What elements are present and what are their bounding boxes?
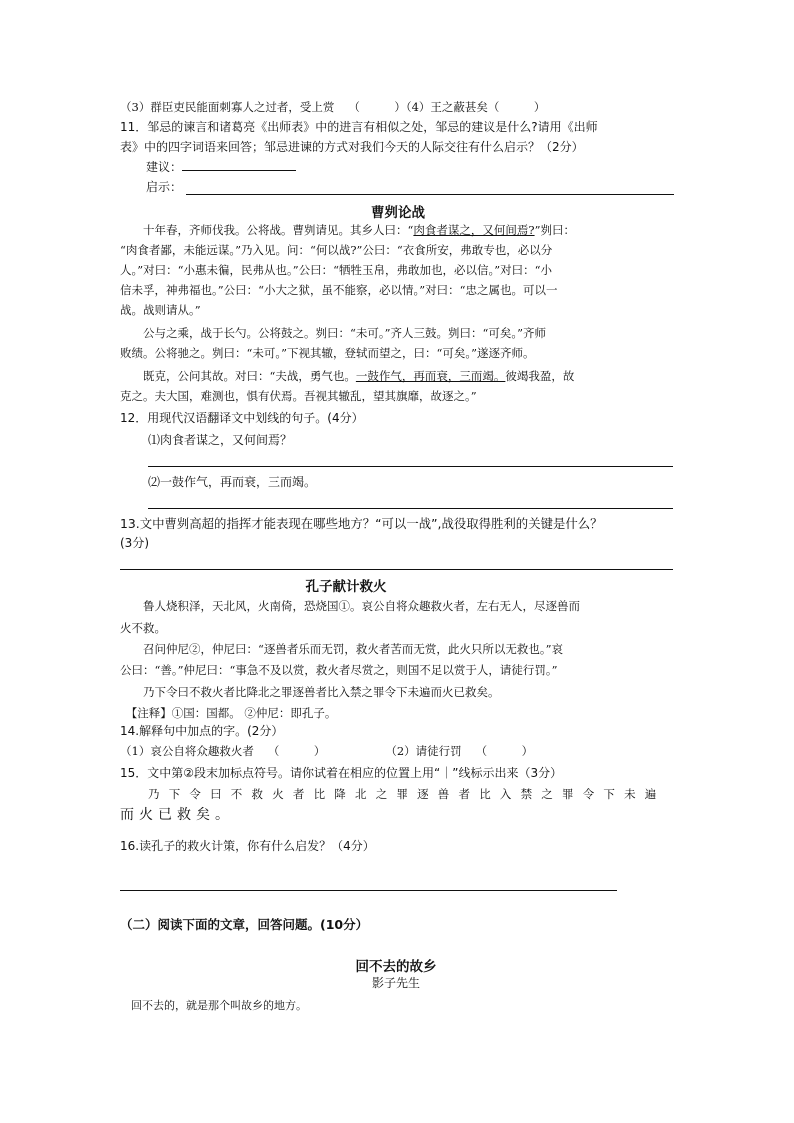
q14-item-2: （2）请徒行罚: [385, 744, 462, 758]
q15-stem: 15．文中第②段末加标点符号。请你试着在相应的位置上用“｜”线标示出来（3分）: [120, 766, 563, 780]
kongzi-note: 【注释】①国：国都。 ②仲尼：即孔子。: [120, 706, 337, 720]
text-span: 十年春，齐师伐我。公将战。曹刿请见。其乡人曰：“: [120, 223, 414, 237]
q12-answer-line-1[interactable]: [148, 466, 673, 467]
cao-gui-p3-line: 克之。夫大国，难测也，惧有伏焉。吾视其辙乱，望其旗靡，故逐之。”: [120, 389, 477, 403]
cao-gui-p1-line: 人。”对曰：“小惠未徧，民弗从也。”公曰：“牺牲玉帛，弗敢加也，必以信。”对曰：“小: [120, 263, 553, 277]
q16-answer-line[interactable]: [120, 890, 617, 891]
suggestion-label: 建议：: [146, 160, 183, 174]
text-span: 彼竭我盈，故: [505, 369, 575, 383]
q10-line-a: （3）群臣吏民能面刺寡人之过者，受上赏: [120, 100, 335, 114]
q15-text-line-2[interactable]: 而火已救矣。: [120, 807, 234, 823]
cao-gui-p2-line: 败绩。公将驰之。刿曰：“未可。”下视其辙，登轼而望之，曰：“可矣。”遂逐齐师。: [120, 346, 535, 360]
kongzi-p2-line: 召问仲尼②，仲尼曰：“逐兽者乐而无罚，救火者苦而无赏，此火只所以无救也。”哀: [120, 642, 564, 656]
cao-gui-p1-line: [120, 221, 676, 240]
q11-line-2: 表》中的四字词语来回答；邹忌进谏的方式对我们今天的人际交往有什么启示？（2分）: [120, 140, 584, 154]
q10-line-b: （ ）（4）王之蔽甚矣（ ）: [348, 100, 546, 114]
q14-items: [120, 742, 676, 761]
underlined-sentence-2: 一鼓作气，再而衰，三而竭。: [355, 369, 506, 383]
article-author: 影子先生: [371, 976, 420, 990]
q13-line-1: 13.文中曹刿高超的指挥才能表现在哪些地方？“可以一战”,战役取得胜利的关键是什么？: [120, 516, 603, 531]
q12-answer-line-2[interactable]: [148, 508, 673, 509]
q15-text-line-1[interactable]: 乃下令曰不救火者比降北之罪逐兽者比入禁之罪令下未遍: [148, 787, 666, 801]
kongzi-p1-line: 火不救。: [120, 621, 166, 635]
q12-sentence-1: ⑴肉食者谋之，又何间焉？: [148, 433, 293, 447]
cao-gui-p2-line: 公与之乘，战于长勺。公将鼓之。刿曰：“未可。”齐人三鼓。刿曰：“可矣。”齐师: [120, 326, 547, 340]
q12-stem: 12．用现代汉语翻译文中划线的句子。(4分）: [120, 411, 364, 425]
q14-stem: 14.解释句中加点的字。(2分）: [120, 724, 284, 738]
q13-line-2: (3分): [120, 536, 149, 550]
underlined-sentence-1: 肉食者谋之，又何间焉?: [413, 223, 535, 237]
cao-gui-p1-line: “肉食者鄙，未能远谋。”乃入见。问：“何以战?”公曰：“衣食所安，弗敢专也，必以分: [120, 243, 553, 257]
cao-gui-p3-line: [120, 367, 676, 386]
q14-item-2-blank[interactable]: （ ）: [475, 744, 534, 758]
section-2-heading: （二）阅读下面的文章，回答问题。(10分）: [120, 917, 369, 932]
q11-line-1: 11．邹忌的谏言和诸葛亮《出师表》中的进言有相似之处，邹忌的建议是什么?请用《出师: [120, 120, 598, 134]
q11-suggestion-row: [146, 158, 702, 177]
kongzi-p1-line: 鲁人烧积泽，天北风，火南倚，恐烧国①。哀公自将众趣救火者，左右无人，尽逐兽而: [120, 599, 580, 613]
kongzi-title: 孔子献计救火: [305, 579, 387, 595]
text-span: 既克，公问其故。对曰：“夫战，勇气也。: [120, 369, 356, 383]
cao-gui-p1-line: 信未孚，神弗福也。”公曰：“小大之狱，虽不能察，必以情。”对曰：“忠之属也。可以一: [120, 283, 558, 297]
q10-line: [120, 98, 676, 117]
q12-sentence-2: ⑵一鼓作气，再而衰，三而竭。: [148, 475, 317, 489]
kongzi-p2-line: 公曰：“善。”仲尼曰：“事急不及以赏，救火者尽赏之，则国不足以赏于人，请徒行罚。”: [120, 663, 558, 677]
q14-item-1: （1）哀公自将众趣救火者: [120, 744, 254, 758]
q16-stem: 16.读孔子的救火计策，你有什么启发？（4分）: [120, 839, 375, 853]
article-title: 回不去的故乡: [355, 959, 437, 975]
cao-gui-p1-line: 战。战则请从。”: [120, 303, 201, 317]
q13-answer-line[interactable]: [120, 569, 673, 570]
q14-item-1-blank[interactable]: （ ）: [267, 744, 326, 758]
text-span: ”刿曰：: [534, 223, 575, 237]
q11-insight-label: 启示：: [146, 180, 183, 194]
insight-answer-line[interactable]: [186, 194, 674, 195]
article-first-line: 回不去的，就是那个叫故乡的地方。: [120, 999, 307, 1012]
cao-gui-title: 曹刿论战: [371, 205, 425, 221]
kongzi-p3-line: 乃下令曰不救火者比降北之罪逐兽者比入禁之罪令下未遍而火已救矣。: [120, 685, 500, 699]
suggestion-answer-blank[interactable]: [182, 158, 296, 171]
